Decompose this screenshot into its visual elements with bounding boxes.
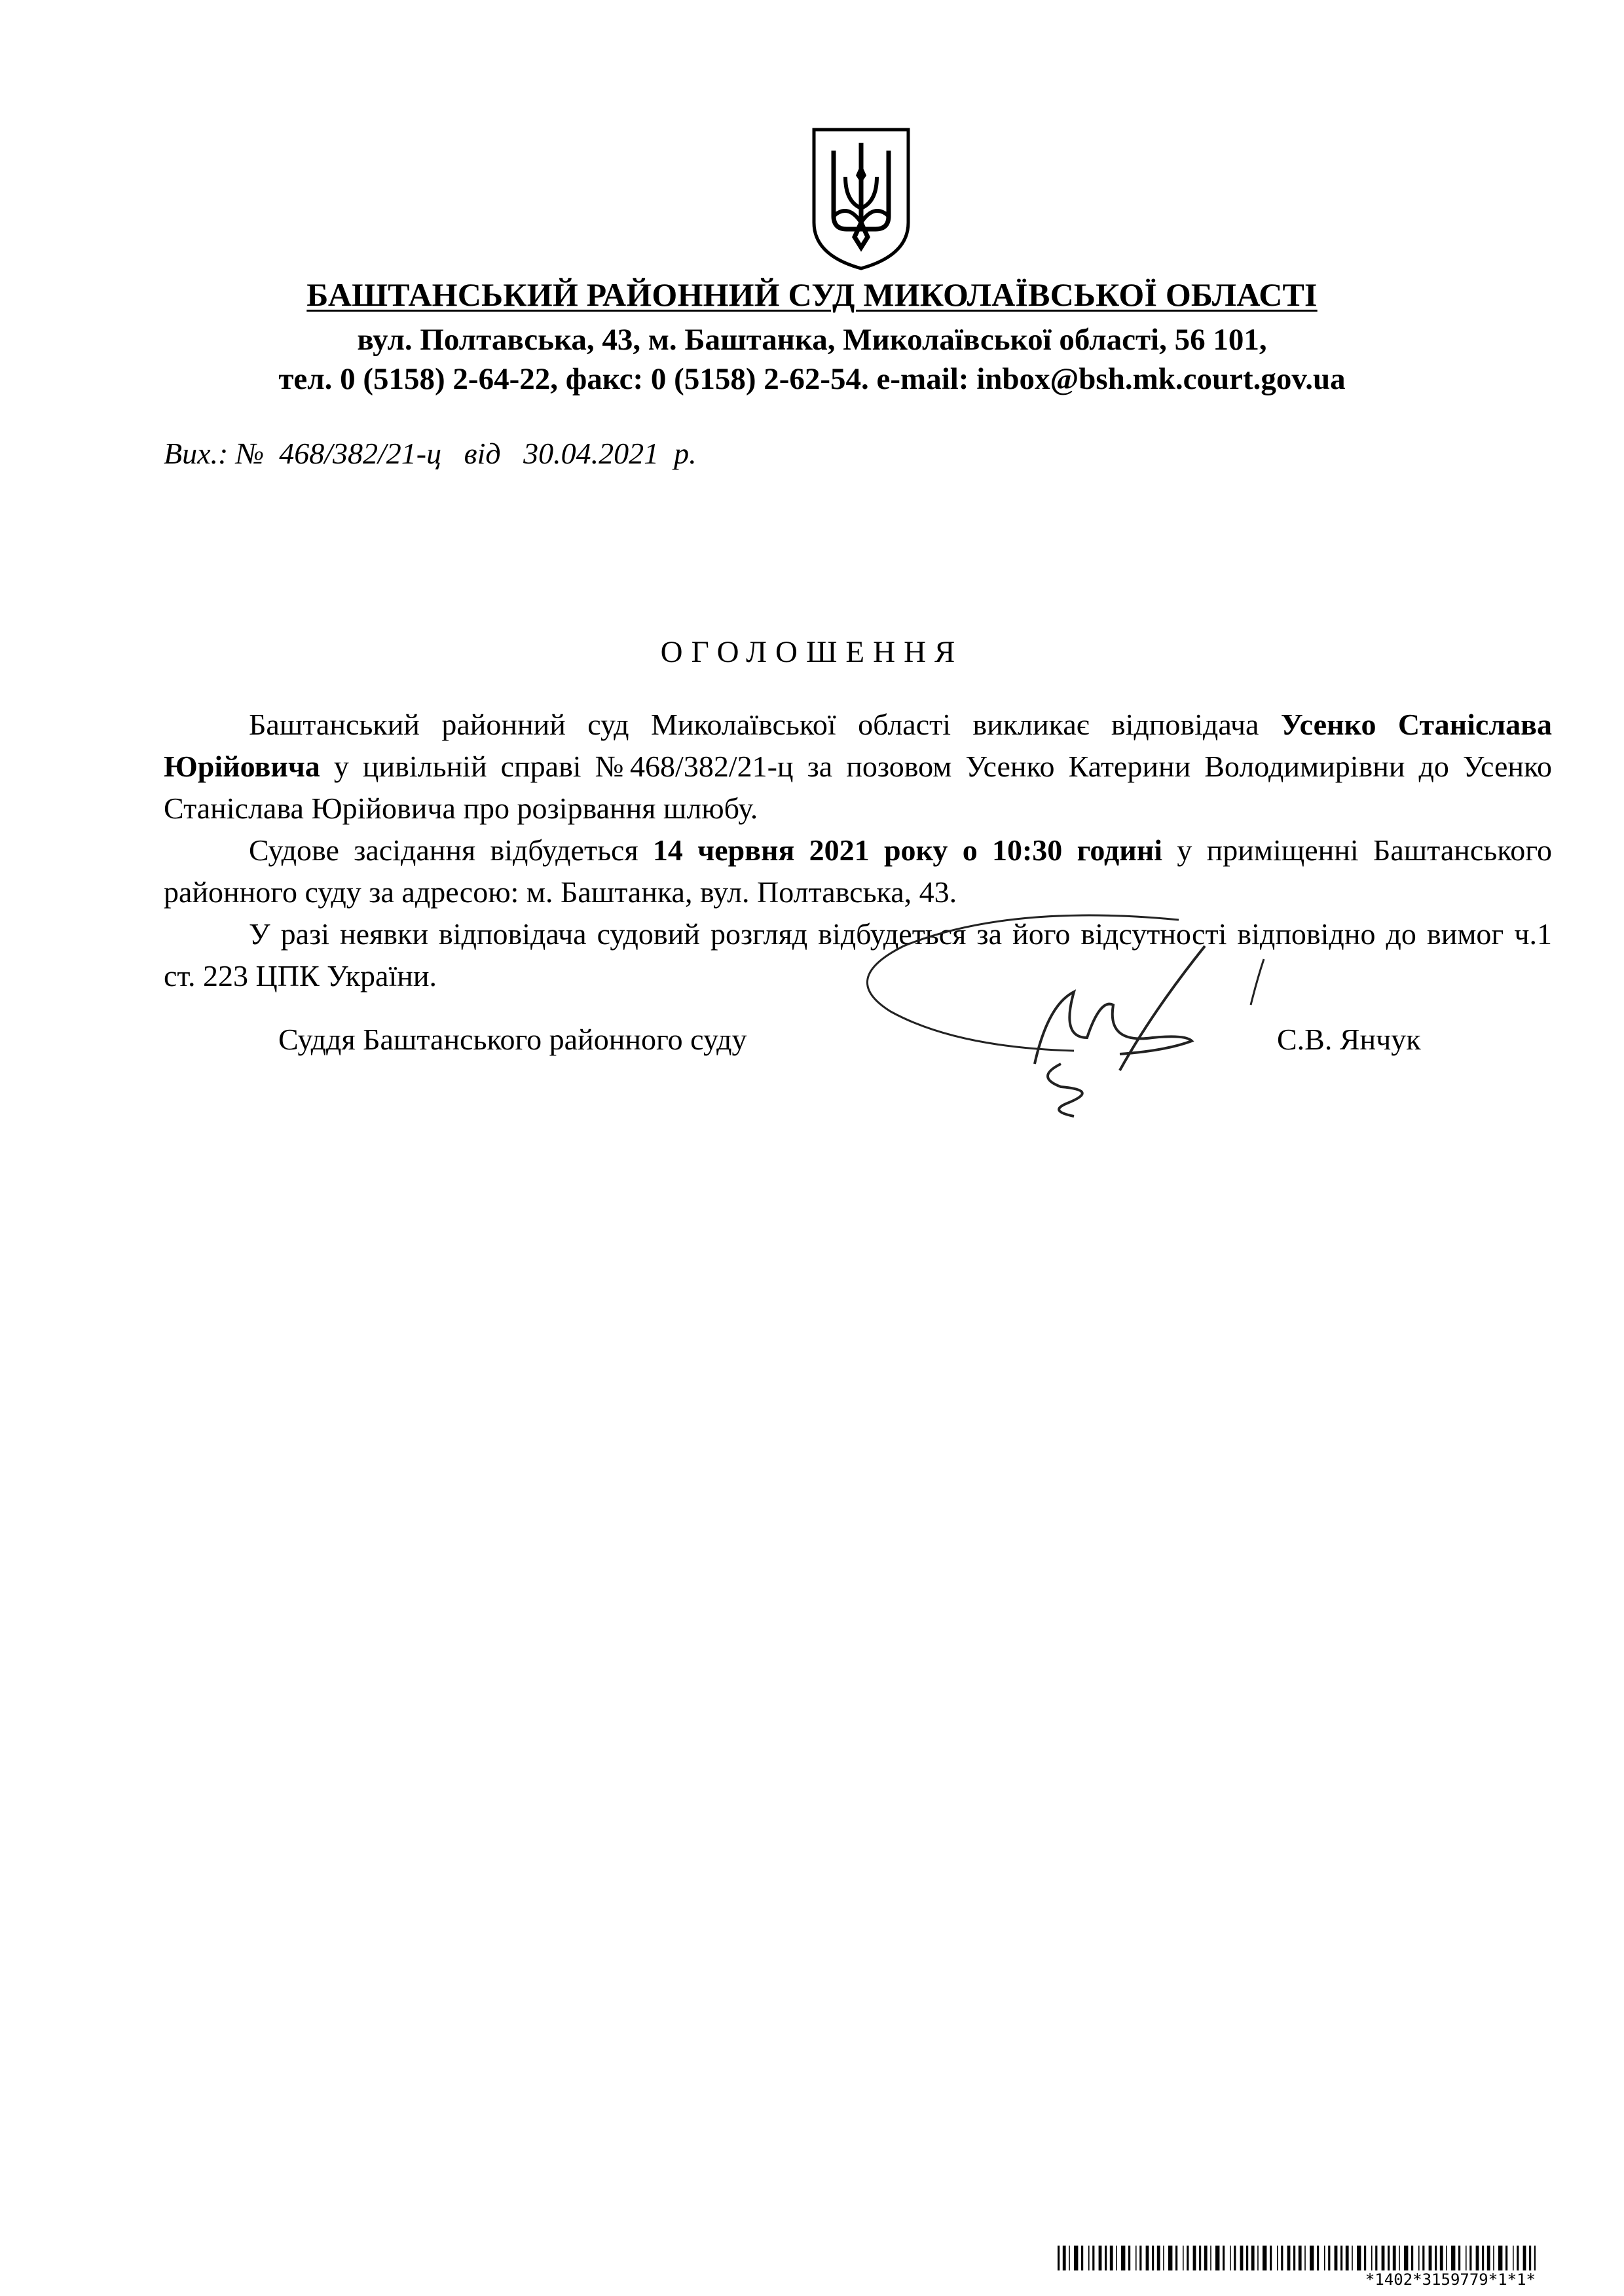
announcement-heading: ОГОЛОШЕННЯ xyxy=(660,635,964,669)
barcode xyxy=(1058,2246,1536,2270)
barcode-text: *1402*3159779*1*1* xyxy=(1365,2270,1536,2289)
paragraph-summons: Баштанський районний суд Миколаївської області викликає відповідача Усенко Станіслава Юрійовича у цивільній справі №468/382/21-ц за позовом Усенко Катерини Володимирівни до Усенко Станіслава Юрійовича про розірвання шлюбу. xyxy=(164,708,1552,825)
paragraph-hearing: Судове засідання відбудеться 14 червня 2021 року о 10:30 годині у приміщенні Баштанського районного суду за адресою: м. Баштанка, вул. Полтавська, 43. xyxy=(164,833,1553,909)
court-address: вул. Полтавська, 43, м. Баштанка, Миколаївської області, 56 101, xyxy=(357,323,1267,357)
signature-mark xyxy=(812,907,1283,1123)
outgoing-number: Вих.: № 468/382/21-ц від 30.04.2021 р. xyxy=(164,437,697,470)
judge-name: С.В. Янчук xyxy=(1277,1023,1421,1056)
coat-of-arms-icon xyxy=(809,124,913,272)
signature-label: Суддя Баштанського районного суду xyxy=(278,1023,747,1056)
court-contacts: тел. 0 (5158) 2-64-22, факс: 0 (5158) 2-62-54. e-mail: inbox@bsh.mk.court.gov.ua xyxy=(278,362,1346,396)
paragraph-absence: У разі неявки відповідача судовий розгляд відбудеться за його відсутності відповідно до вимог ч.1 ст. 223 ЦПК України. xyxy=(164,917,1552,993)
court-name: БАШТАНСЬКИЙ РАЙОННИЙ СУД МИКОЛАЇВСЬКОЇ ОБЛАСТІ xyxy=(306,276,1318,313)
